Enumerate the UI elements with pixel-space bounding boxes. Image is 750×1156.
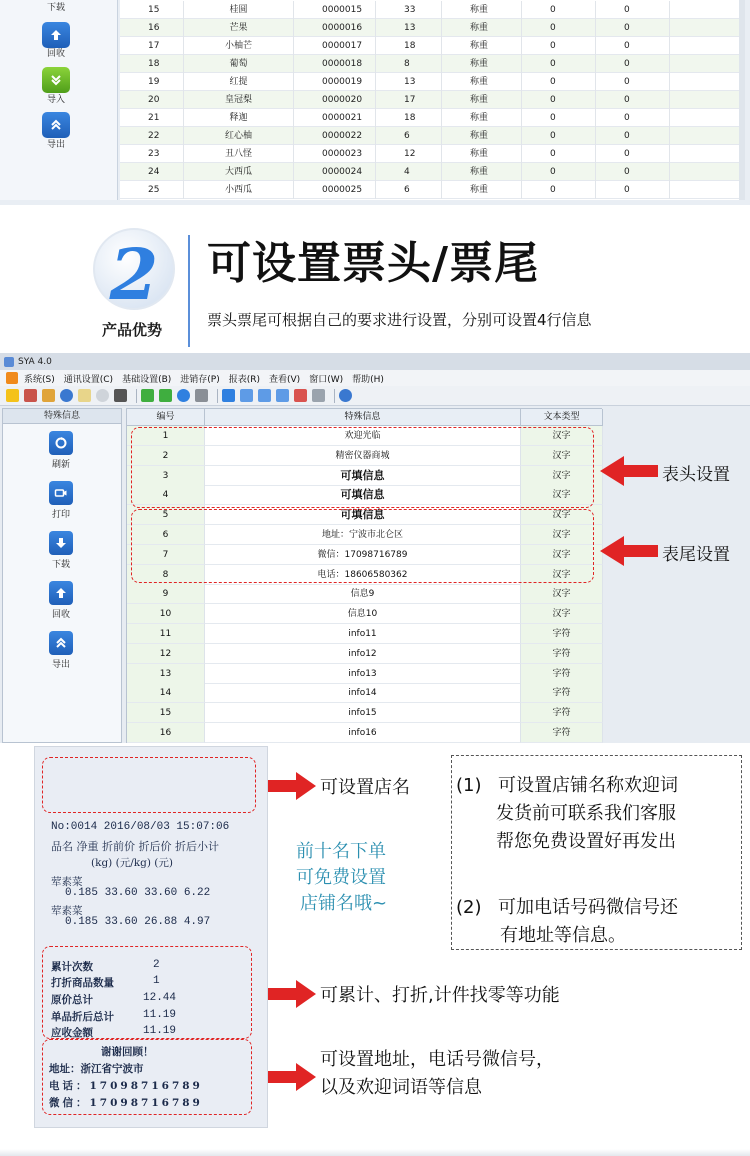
special-info-panel: [2, 408, 122, 743]
double-chevron-up-icon: [49, 118, 63, 132]
table-cell: 称重: [442, 109, 522, 127]
print-button[interactable]: [49, 481, 73, 505]
table-cell-num: 7: [127, 545, 205, 565]
table-cell: 0000016: [294, 19, 376, 37]
table-cell: 0: [596, 127, 670, 145]
address-arrow-icon: [268, 1062, 316, 1092]
app-menu-orb-icon[interactable]: [6, 372, 18, 384]
product-table-screenshot: [0, 0, 750, 205]
receipt-item-values: 0.185 33.60 26.88 4.97: [65, 916, 211, 928]
receipt-col-units: (kg) (元/kg) (元): [91, 857, 173, 869]
table-cell: 0: [596, 19, 670, 37]
table-cell: 称重: [442, 181, 522, 199]
receipt-col-header: 品名 净重 折前价 折后价 折后小计: [51, 840, 219, 853]
export-label: 导出: [51, 660, 70, 670]
table-cell: 25: [120, 181, 184, 199]
download-button[interactable]: [49, 531, 73, 555]
table-row[interactable]: [127, 644, 603, 664]
table-cell-num: 2: [127, 446, 205, 466]
table-cell: 17: [120, 37, 184, 55]
table-cell: 23: [120, 145, 184, 163]
table-cell: 0000017: [294, 37, 376, 55]
table-cell: 0: [596, 109, 670, 127]
table-cell-info: 微信：17098716789: [205, 545, 521, 565]
table-cell-num: 13: [127, 664, 205, 684]
table-cell-type: 字符: [521, 703, 603, 723]
table-cell-type: 汉字: [521, 426, 603, 446]
table-cell-info: 可填信息: [205, 466, 521, 486]
table-cell: 0000023: [294, 145, 376, 163]
table-cell-info: info16: [205, 723, 521, 743]
table-cell: 称重: [442, 73, 522, 91]
table-cell-num: 4: [127, 485, 205, 505]
table-cell: 12: [376, 145, 442, 163]
side-label-recycle: 回收: [46, 49, 65, 59]
table-row[interactable]: [120, 181, 745, 199]
table-cell-info: info11: [205, 624, 521, 644]
promo-line: 可免费设置: [296, 867, 386, 888]
table-cell: 22: [120, 127, 184, 145]
menu-bar: [0, 370, 750, 386]
table-cell: 0: [522, 181, 596, 199]
table-cell: 0000019: [294, 73, 376, 91]
recycle-button[interactable]: [49, 581, 73, 605]
app-icon: [4, 357, 14, 367]
table-cell: 0000020: [294, 91, 376, 109]
recycle-button[interactable]: [42, 22, 70, 48]
table-cell-num: 11: [127, 624, 205, 644]
receipt-total-label: 单品折后总计: [51, 1011, 114, 1023]
store-name-arrow-icon: [268, 771, 316, 801]
table-row[interactable]: [127, 624, 603, 644]
side-panel: [0, 0, 118, 200]
table-cell: 21: [120, 109, 184, 127]
footer-arrow-icon: [600, 534, 658, 568]
table-cell: 0: [522, 145, 596, 163]
table-cell: 33: [376, 1, 442, 19]
receipt-section: [0, 743, 750, 1156]
table-cell-type: 汉字: [521, 604, 603, 624]
table-cell-type: 汉字: [521, 485, 603, 505]
table-cell: 19: [120, 73, 184, 91]
table-cell-type: 汉字: [521, 525, 603, 545]
receipt-line-no: No:0014 2016/08/03 15:07:06: [51, 821, 230, 833]
table-row[interactable]: [120, 37, 745, 55]
table-cell: 15: [120, 1, 184, 19]
info-item-number: (2): [456, 897, 482, 918]
vertical-scrollbar[interactable]: [739, 0, 745, 200]
receipt-total-label: 打折商品数量: [51, 977, 114, 989]
footer-setting-callout: 表尾设置: [662, 545, 730, 565]
download-label: 下载: [51, 560, 70, 570]
table-cell-num: 10: [127, 604, 205, 624]
window-title: SYA 4.0: [18, 356, 52, 367]
table-cell: 释迦: [184, 109, 294, 127]
panel-title: 特殊信息: [3, 409, 121, 424]
table-row[interactable]: [120, 91, 745, 109]
banner-subtitle: 票头票尾可根据自己的要求进行设置，分别可设置4行信息: [207, 311, 592, 329]
copy-icon[interactable]: [240, 389, 253, 402]
header-arrow-icon: [600, 454, 658, 488]
table-cell: 称重: [442, 55, 522, 73]
database-icon[interactable]: [195, 389, 208, 402]
table-cell-info: 电话：18606580362: [205, 565, 521, 585]
table-cell-info: 欢迎光临: [205, 426, 521, 446]
table-cell: 13: [376, 19, 442, 37]
table-cell-num: 16: [127, 723, 205, 743]
table-cell: 16: [120, 19, 184, 37]
table-cell-type: 汉字: [521, 584, 603, 604]
address-highlight: [42, 1039, 252, 1115]
table-cell: 17: [376, 91, 442, 109]
receipt-item-values: 0.185 33.60 33.60 6.22: [65, 887, 211, 899]
table-cell-info: info15: [205, 703, 521, 723]
badge-number: 2: [109, 233, 159, 316]
table-cell: 13: [376, 73, 442, 91]
menu-window[interactable]: 窗口(W): [309, 374, 344, 385]
receipt-item-name: 荤素菜: [51, 876, 83, 888]
table-row[interactable]: [127, 723, 603, 743]
double-chevron-up-icon: [54, 636, 68, 650]
table-cell: 0: [522, 127, 596, 145]
table-row[interactable]: [120, 1, 745, 19]
table-cell-info: 可填信息: [205, 485, 521, 505]
table-cell: 6: [376, 127, 442, 145]
table-cell: 8: [376, 55, 442, 73]
table-cell: 20: [120, 91, 184, 109]
table-cell: 0: [596, 163, 670, 181]
table-row[interactable]: [127, 584, 603, 604]
table-cell-num: 8: [127, 565, 205, 585]
table-cell: 红心柚: [184, 127, 294, 145]
menu-basic-settings[interactable]: 基础设置(B): [122, 374, 172, 385]
table-row[interactable]: [127, 703, 603, 723]
table-cell-num: 12: [127, 644, 205, 664]
feature-banner: [0, 205, 750, 353]
tools-icon[interactable]: [24, 389, 37, 402]
table-cell: 18: [376, 109, 442, 127]
table-cell-type: 字符: [521, 624, 603, 644]
table-row[interactable]: [120, 55, 745, 73]
table-cell: 0000018: [294, 55, 376, 73]
table-cell-info: 地址：宁波市北仑区: [205, 525, 521, 545]
badge-label: 产品优势: [102, 321, 163, 339]
table-cell: 桂圆: [184, 1, 294, 19]
table-cell-num: 3: [127, 466, 205, 486]
table-cell-type: 汉字: [521, 565, 603, 585]
table-cell-type: 字符: [521, 664, 603, 684]
scissors-icon[interactable]: [114, 389, 127, 402]
header-setting-callout: 表头设置: [662, 465, 730, 485]
refresh-icon: [54, 436, 68, 450]
bottom-fade: [0, 1149, 750, 1156]
menu-view[interactable]: 查看(V): [269, 374, 301, 385]
col-header-info[interactable]: 特殊信息: [205, 409, 521, 426]
footer-rows-highlight: [131, 509, 594, 583]
arrow-down-icon: [54, 536, 68, 550]
table-cell: 称重: [442, 91, 522, 109]
table-cell-info: info13: [205, 664, 521, 684]
info-item-line: 可加电话号码微信号还: [498, 897, 678, 918]
receipt-total-value: 1: [153, 975, 160, 987]
table-cell: 称重: [442, 127, 522, 145]
table-cell-num: 6: [127, 525, 205, 545]
key-icon[interactable]: [42, 389, 55, 402]
table-cell: 0: [522, 1, 596, 19]
promo-line: 前十名下单: [296, 841, 386, 862]
table-row[interactable]: [120, 145, 745, 163]
table-cell: 4: [376, 163, 442, 181]
receipt-total-value: 11.19: [143, 1025, 177, 1037]
table-cell-type: 汉字: [521, 545, 603, 565]
service-info-box: [451, 755, 742, 950]
table-cell: 6: [376, 181, 442, 199]
header-rows-highlight: [131, 427, 594, 508]
print-label: 打印: [51, 510, 70, 520]
table-cell: 0: [596, 181, 670, 199]
table-cell: 红提: [184, 73, 294, 91]
fire-icon[interactable]: [294, 389, 307, 402]
receipt-total-value: 2: [153, 959, 160, 971]
transfer-icon[interactable]: [222, 389, 235, 402]
promo-line: 店铺名哦~: [300, 893, 388, 914]
refresh-label: 刷新: [51, 460, 70, 470]
table-cell: 0: [596, 37, 670, 55]
table-row[interactable]: [120, 109, 745, 127]
table-cell: 0: [596, 55, 670, 73]
table-cell-type: 汉字: [521, 466, 603, 486]
table-cell-info: 信息9: [205, 584, 521, 604]
table-row[interactable]: [127, 683, 603, 703]
address-callout-line1: 可设置地址，电话号微信号，: [320, 1049, 554, 1070]
play-icon[interactable]: [159, 389, 172, 402]
window-titlebar: [0, 353, 750, 370]
table-cell-info: 精密仪器商城: [205, 446, 521, 466]
menu-system[interactable]: 系统(S): [24, 374, 55, 385]
table-cell: 0000021: [294, 109, 376, 127]
table-cell: 0000022: [294, 127, 376, 145]
table-cell: 称重: [442, 145, 522, 163]
table-cell-num: 1: [127, 426, 205, 446]
recycle-label: 回收: [51, 610, 70, 620]
table-cell-num: 5: [127, 505, 205, 525]
table-cell: 芒果: [184, 19, 294, 37]
number-badge-icon: [88, 225, 180, 317]
functions-arrow-icon: [268, 979, 316, 1009]
table-cell-type: 汉字: [521, 446, 603, 466]
table-cell-type: 字符: [521, 644, 603, 664]
receipt-item-name: 荤素菜: [51, 905, 83, 917]
app-window: [0, 353, 750, 743]
clock-icon[interactable]: [96, 389, 109, 402]
info-item-line: 发货前可联系我们客服: [496, 803, 676, 824]
table-cell: 0: [522, 73, 596, 91]
info-item-number: (1): [456, 775, 482, 796]
toolbar-separator: [136, 389, 137, 403]
menu-comm-settings[interactable]: 通讯设置(C): [63, 374, 114, 385]
table-row[interactable]: [120, 19, 745, 37]
toolbar: [0, 386, 750, 406]
export-button[interactable]: [42, 112, 70, 138]
table-cell: 0: [522, 55, 596, 73]
address-callout-line2: 以及欢迎词语等信息: [320, 1077, 482, 1098]
table-cell-type: 字符: [521, 683, 603, 703]
add-icon[interactable]: [141, 389, 154, 402]
table-cell-type: 汉字: [521, 505, 603, 525]
table-cell-num: 9: [127, 584, 205, 604]
table-row[interactable]: [120, 163, 745, 181]
table-cell: 0: [522, 163, 596, 181]
page-icon[interactable]: [258, 389, 271, 402]
table-cell: 0: [522, 91, 596, 109]
table-cell-info: 信息10: [205, 604, 521, 624]
receipt-total-value: 12.44: [143, 992, 177, 1004]
menu-inventory[interactable]: 进销存(P): [180, 374, 220, 385]
menu-help[interactable]: 帮助(H): [352, 374, 384, 385]
col-header-num[interactable]: 编号: [127, 409, 205, 426]
star-icon[interactable]: [6, 389, 19, 402]
table-cell-type: 字符: [521, 723, 603, 743]
table-cell: 18: [120, 55, 184, 73]
export-button[interactable]: [49, 631, 73, 655]
receipt-total-label: 原价总计: [51, 994, 93, 1006]
table-cell: 0: [522, 19, 596, 37]
info-item-line: 可设置店铺名称欢迎词: [498, 775, 678, 796]
table-cell: 24: [120, 163, 184, 181]
table-row[interactable]: [127, 664, 603, 684]
functions-callout: 可累计、打折,计件找零等功能: [320, 985, 560, 1006]
table-cell: 0: [596, 91, 670, 109]
info-item-line: 帮您免费设置好再发出: [496, 831, 676, 852]
table-cell: 18: [376, 37, 442, 55]
receipt-thanks: 谢谢回顾！: [101, 1046, 154, 1058]
table-cell-info: info14: [205, 683, 521, 703]
table-cell: 小西瓜: [184, 181, 294, 199]
table-cell: 0000024: [294, 163, 376, 181]
table-cell-num: 15: [127, 703, 205, 723]
table-cell: 称重: [442, 37, 522, 55]
table-cell: 称重: [442, 163, 522, 181]
arrow-up-icon: [49, 28, 63, 42]
note-icon[interactable]: [78, 389, 91, 402]
sync-icon[interactable]: [177, 389, 190, 402]
side-label-import: 导入: [46, 95, 65, 105]
table-cell: 0000025: [294, 181, 376, 199]
menu-reports[interactable]: 报表(R): [228, 374, 260, 385]
scale-icon[interactable]: [312, 389, 325, 402]
side-label-download: 下载: [46, 3, 65, 13]
table-cell: 0: [596, 73, 670, 91]
table-cell: 小柚芒: [184, 37, 294, 55]
table-cell: 0000015: [294, 1, 376, 19]
refresh-button[interactable]: [49, 431, 73, 455]
receipt-total-value: 11.19: [143, 1009, 177, 1021]
table-cell: 大西瓜: [184, 163, 294, 181]
help-icon[interactable]: [339, 389, 352, 402]
receipt-total-label: 应收金额: [51, 1027, 93, 1039]
camera-icon: [54, 486, 68, 500]
document-icon[interactable]: [276, 389, 289, 402]
table-row[interactable]: [120, 73, 745, 91]
arrow-up-icon: [54, 586, 68, 600]
product-grid: [120, 0, 745, 200]
col-header-type[interactable]: 文本类型: [521, 409, 603, 426]
globe-icon[interactable]: [60, 389, 73, 402]
banner-title: 可设置票头/票尾: [207, 238, 540, 289]
import-button[interactable]: [42, 67, 70, 93]
table-row[interactable]: [127, 604, 603, 624]
table-cell: 0: [522, 37, 596, 55]
table-cell: 0: [596, 145, 670, 163]
table-row[interactable]: [120, 127, 745, 145]
table-cell-info: 可填信息: [205, 505, 521, 525]
store-name-highlight: [42, 757, 256, 813]
banner-divider: [188, 235, 190, 347]
table-cell: 称重: [442, 19, 522, 37]
toolbar-separator: [217, 389, 218, 403]
info-item-line: 有地址等信息。: [500, 925, 626, 946]
table-cell: 0: [522, 109, 596, 127]
table-cell: 皇冠梨: [184, 91, 294, 109]
table-cell: 葡萄: [184, 55, 294, 73]
table-cell: 0: [596, 1, 670, 19]
table-cell: 称重: [442, 1, 522, 19]
store-name-callout: 可设置店名: [320, 777, 410, 798]
table-cell-info: info12: [205, 644, 521, 664]
toolbar-separator: [334, 389, 335, 403]
totals-highlight: [42, 946, 252, 1039]
double-chevron-down-icon: [49, 73, 63, 87]
receipt-wechat: 微信：17098716789: [49, 1097, 203, 1109]
side-label-export: 导出: [46, 140, 65, 150]
receipt-address: 地址：浙江省宁波市: [49, 1063, 144, 1075]
receipt-phone: 电话：17098716789: [49, 1080, 203, 1092]
receipt-total-label: 累计次数: [51, 961, 93, 973]
table-cell: 丑八怪: [184, 145, 294, 163]
table-cell-num: 14: [127, 683, 205, 703]
